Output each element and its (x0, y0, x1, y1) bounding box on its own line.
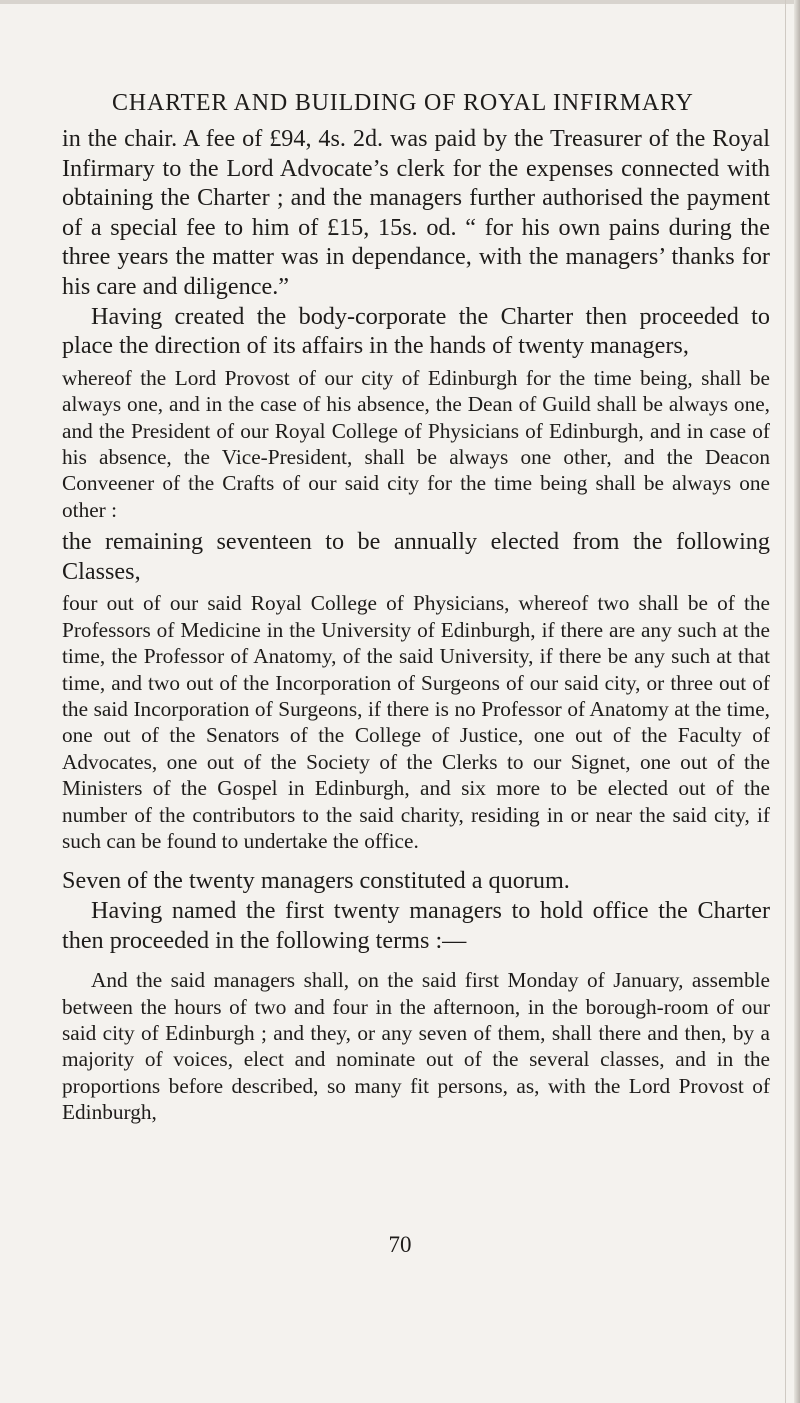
page-number: 70 (388, 1232, 412, 1257)
running-head: CHARTER AND BUILDING OF ROYAL INFIRMARY (112, 90, 694, 116)
quote-election-terms: And the said managers shall, on the said first Monday of January, assemble between the hours of two and four in the afternoon, in the borough-room of our said city of Edinburgh ; and they, or any seven of them, shall there and then, by a majority of voices, elect and nominate out of the several classes, and in the proportions before described, so many fit persons, as, with the Lord Provost of Edinburgh, (62, 968, 770, 1125)
paragraph-fee: in the chair. A fee of £94, 4s. 2d. was paid by the Treasurer of the Royal Infirmary to the Lord Advocate’s clerk for the expenses connected with obtaining the Charter ; and the managers further authorised the payment of a special fee to him of £15, 15s. od. “ for his own pains during the three years the matter was in dependance, with the managers’ thanks for his care and diligence.” (62, 125, 770, 300)
page-fold-line (785, 0, 786, 1403)
page-top-edge (0, 0, 800, 4)
paragraph-first-managers: Having named the first twenty managers to hold office the Charter then proceeded in the following terms :— (62, 897, 770, 954)
paragraph-remaining-seventeen: the remaining seventeen to be annually elected from the following Classes, (62, 528, 770, 585)
paragraph-body-corporate: Having created the body-corporate the Charter then proceeded to place the direction of its affairs in the hands of twenty managers, (62, 302, 770, 360)
body-text (62, 124, 770, 1130)
quote-ex-officio-managers: whereof the Lord Provost of our city of Edinburgh for the time being, shall be always one, and in the case of his absence, the Dean of Guild shall be always one, and the President of our Royal College of Physicians of Edinburgh, and in case of his absence, the Vice-President, shall be always one other, and the Deacon Conveener of the Crafts of our said city for the time being shall be always one other : (62, 365, 770, 522)
paragraph-quorum: Seven of the twenty managers constituted a quorum. (62, 867, 570, 895)
quote-classes: four out of our said Royal College of Physicians, whereof two shall be of the Professors of Medicine in the University of Edinburgh, if there are any such at the time, the Professor of Anatomy, of the said University, if there be any such at that time, and two out of the Incorporation of Surgeons of our said city, or three out of the said Incorporation of Surgeons, if there is no Professor of Anatomy at the time, one out of the Senators of the College of Justice, one out of the Faculty of Advocates, one out of the Society of the Clerks to our Signet, one out of the Ministers of the Gospel in Edinburgh, and six more to be elected out of the number of the contributors to the said charity, residing in or near the said city, if such can be found to undertake the office. (62, 591, 770, 854)
page-right-edge (794, 0, 800, 1403)
